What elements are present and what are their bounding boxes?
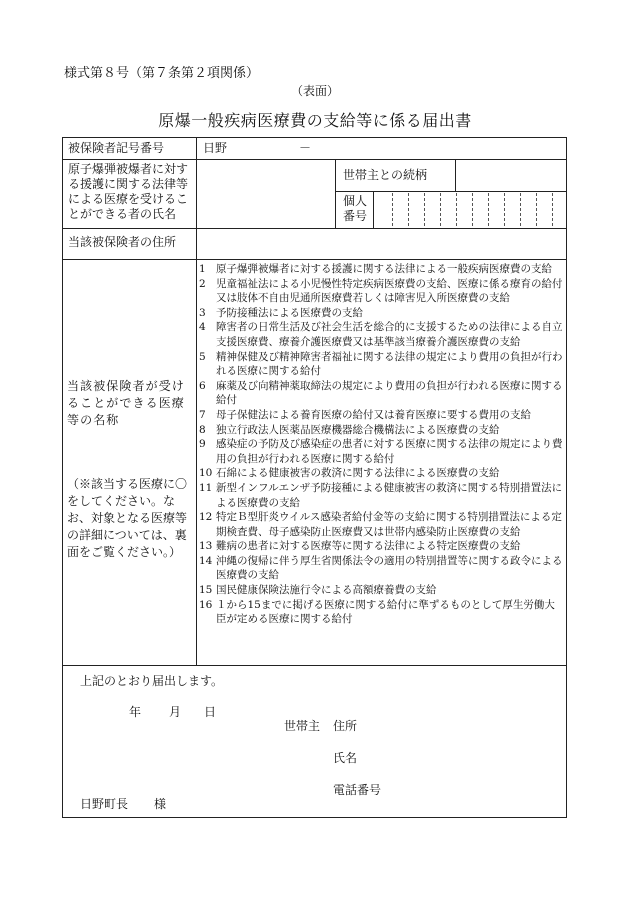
month-label: 月 [169, 705, 182, 719]
care-item-number: 2 [199, 277, 206, 290]
care-item-number: 16 [199, 598, 213, 611]
care-item-text: 沖縄の復帰に伴う厚生省関係法令の適用の特別措置等に関する政令による医療費の支給 [216, 554, 563, 582]
care-list-item[interactable] [199, 481, 563, 510]
personal-number-label-line2: 番号 [343, 209, 368, 223]
care-item-text: 原子爆弾被爆者に対する援護に関する法律による一般疾病医療費の支給 [216, 263, 552, 275]
row-divider [63, 259, 566, 260]
phone-label: 電話番号 [333, 783, 382, 797]
care-item-number: 1 [199, 263, 206, 275]
column-divider [335, 159, 336, 228]
householder-label: 世帯主 [284, 719, 321, 733]
row-divider [335, 191, 566, 192]
care-list [199, 262, 563, 627]
care-list-item[interactable] [199, 350, 563, 379]
care-list-item[interactable] [199, 423, 563, 438]
care-list-item[interactable] [199, 320, 563, 349]
column-divider [196, 138, 197, 665]
day-label: 日 [204, 705, 217, 719]
care-item-text: 石綿による健康被害の救済に関する法律による医療費の支給 [216, 467, 500, 480]
beneficiary-name-label: 原子爆弾被爆者に対する援護に関する法律等による医療を受けることができる者の氏名 [68, 162, 189, 221]
care-item-text: 麻薬及び向精神薬取締法の規定により費用の負担が行われる医療に関する給付 [216, 379, 563, 407]
care-item-text: 精神保健及び精神障害者福祉に関する法律の規定により費用の負担が行われる医療に関する給付 [216, 350, 563, 378]
page-title: 原爆一般疾病医療費の支給等に係る届出書 [158, 111, 472, 130]
column-divider [455, 159, 456, 191]
care-list-item[interactable] [199, 598, 563, 627]
care-item-number: 7 [199, 408, 206, 421]
care-item-text: 母子保健法による養育医療の給付又は養育医療に要する費用の支給 [216, 408, 531, 421]
care-item-text: 特定Ｂ型肝炎ウイルス感染者給付金等の支給に関する特別措置法による定期検査費、母子感染防止医療費又は世帯内感染防止医療費の支給 [216, 511, 562, 538]
address-field[interactable] [202, 232, 562, 256]
care-list-item[interactable] [199, 510, 563, 539]
care-item-number: 5 [199, 350, 206, 363]
care-list-item[interactable] [199, 262, 563, 277]
care-item-text: 感染症の予防及び感染症の患者に対する医療に関する法律の規定により費用の負担が行われる医療に関する給付 [216, 438, 563, 465]
care-item-number: 15 [199, 584, 213, 597]
care-list-item[interactable] [199, 554, 563, 583]
care-item-number: 14 [199, 554, 213, 567]
care-item-number: 10 [199, 467, 213, 480]
side-label: （表面） [290, 84, 339, 98]
care-list-item[interactable] [199, 379, 563, 408]
addressee-label: 日野町長 [80, 797, 129, 811]
honorific-label: 様 [154, 797, 167, 811]
care-list-item[interactable] [199, 539, 563, 554]
care-list-item[interactable] [199, 306, 563, 321]
row-divider [63, 665, 566, 666]
personal-number-label [343, 194, 367, 224]
care-item-text: 難病の患者に対する医療等に関する法律による特定医療費の支給 [216, 540, 521, 553]
receivable-care-label: 当該被保険者が受けることができる医療等の名称 [67, 379, 185, 427]
care-item-text: 予防接種法による医療費の支給 [216, 306, 363, 319]
relation-label: 世帯主との続柄 [343, 168, 428, 182]
insured-number-dash: － [299, 141, 312, 155]
care-item-number: 11 [199, 481, 213, 494]
care-item-text: 児童福祉法による小児慢性特定疾病医療費の支給、医療に係る療育の給付又は肢体不自由児通所医療費若しくは障害児入所医療費の支給 [216, 277, 563, 305]
care-list-item[interactable] [199, 466, 563, 481]
row-divider [63, 159, 566, 160]
form-table [62, 137, 567, 818]
care-item-number: 12 [199, 511, 213, 524]
personal-number-label-line1: 個人 [343, 194, 368, 208]
selection-note: （※該当する医療に〇をしてください。なお、対象となる医療等の詳細については、裏面をご覧ください。） [67, 477, 188, 559]
care-list-item[interactable] [199, 408, 563, 423]
care-item-text: １から15までに掲げる医療に関する給付に準ずるものとして厚生労働大臣が定める医療に関する給付 [216, 598, 555, 626]
care-item-text: 障害者の日常生活及び社会生活を総合的に支援するための法律による自立支援医療費、療養介護医療費又は基準該当療養介護医療費の支給 [216, 321, 563, 348]
year-label: 年 [129, 705, 142, 719]
care-item-text: 国民健康保険法施行令による高額療養費の支給 [216, 584, 437, 597]
declaration-statement: 上記のとおり届出します。 [80, 674, 224, 688]
care-item-number: 4 [199, 321, 206, 334]
row-divider [63, 228, 566, 229]
care-item-number: 6 [199, 379, 206, 392]
beneficiary-name-field[interactable] [202, 162, 330, 224]
care-item-number: 13 [199, 540, 213, 553]
relation-field[interactable] [461, 162, 561, 188]
care-item-number: 9 [199, 438, 206, 451]
care-list-item[interactable] [199, 583, 563, 598]
care-item-text: 独立行政法人医薬品医療機器総合機構法による医療費の支給 [216, 423, 500, 436]
insured-number-label: 被保険者記号番号 [68, 141, 165, 155]
care-item-text: 新型インフルエンザ予防接種による健康被害の救済に関する特別措置法による医療費の支給 [216, 481, 563, 509]
care-item-number: 8 [199, 423, 206, 436]
insured-number-prefix[interactable]: 日野 [203, 141, 228, 155]
care-list-item[interactable] [199, 277, 563, 306]
personal-number-field[interactable] [375, 193, 565, 226]
householder-address-label: 住所 [333, 719, 358, 733]
column-divider [373, 191, 374, 228]
form-number: 様式第８号（第７条第２項関係） [64, 66, 260, 81]
address-label: 当該被保険者の住所 [68, 235, 177, 249]
care-item-number: 3 [199, 306, 206, 319]
care-list-item[interactable] [199, 437, 563, 466]
householder-name-label: 氏名 [333, 751, 358, 765]
